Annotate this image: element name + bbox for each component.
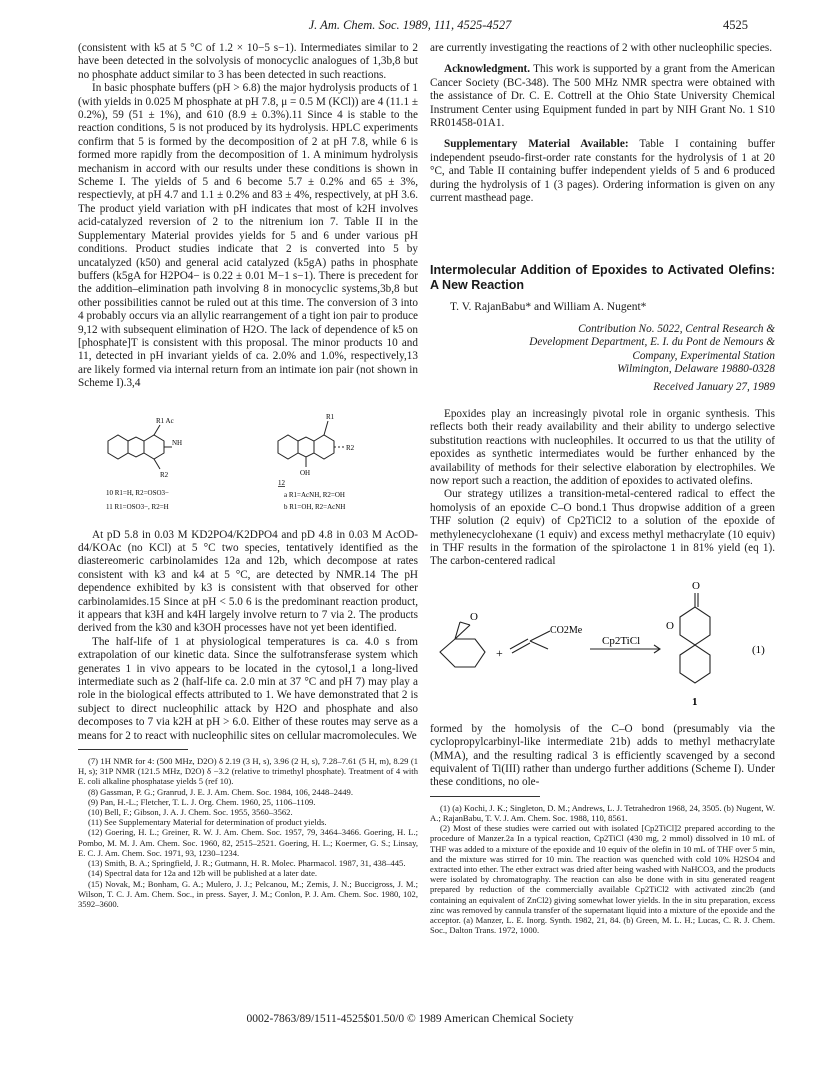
equation-1 <box>430 577 775 717</box>
epoxide-o: O <box>470 610 478 623</box>
chemical-structures <box>78 401 418 519</box>
footnote: (2) Most of these studies were carried out with isolated [Cp2TiCl]2 prepared according to the procedure of Manzer.2a In a typical reaction, Cp2TiCl (430 mg, 2 mmol) dissolved in 10 mL of THF was added to a mixture of the epoxide and 10 equiv of the olefin in 10 mL of THF over 5 min, and the mixture was stirred for 10 min. The reaction was quenched with cold 10% H2SO4 and extracted into ether. The ether extract was dried after being washed with NaHCO3, and the products were isolated by chromatography. The reaction can also be done with in situ generated reagent prepared by reduction of the commercially available Cp2TiCl2 with activated zinc2b (and containing an equivalent of ZnCl2) giving somewhat lower yields. In the in situ preparation, excess zinc was removed by cannula transfer of the supernatant liquid into a mixture of the epoxide and the acceptor. (a) Manzer, L. E. Inorg. Synth. 1982, 21, 84. (b) Green, M. L. H.; Lucas, C. R. J. Chem. Soc., Dalton Trans. 1972, 1000. <box>430 823 775 936</box>
product-number: 1 <box>692 695 698 708</box>
carbonyl-o: O <box>692 579 700 592</box>
authors: T. V. RajanBabu* and William A. Nugent* <box>450 301 647 314</box>
supp-heading: Supplementary Material Available: <box>444 138 629 151</box>
footnotes <box>430 803 775 936</box>
footnote-rule <box>78 749 188 750</box>
struct-label: NH <box>172 438 183 447</box>
struct-label: R1 <box>326 412 335 421</box>
supplementary-material <box>430 138 775 205</box>
footnote: (1) (a) Kochi, J. K.; Singleton, D. M.; Andrews, L. J. Tetrahedron 1968, 24, 3505. (b) Nugent, W. A.; RajanBabu, T. V. J. Am. Chem. Soc. 1988, 110, 8561. <box>430 802 775 824</box>
supp-text: Table I containing buffer independent pseudo-first-order rate constants for the hydrolysis of 1 at 20 °C, and Table II containing buffer independent yields of 5 and 6 produced during the hydrolysis of 1 (3 pages). Ordering information is given on any current masthead page. <box>430 138 775 205</box>
left-column <box>78 42 418 909</box>
paragraph: formed by the homolysis of the C–O bond (presumably via the cyclopropylcarbinyl-like intermediate 21b) adds to methyl methacrylate (MMA), and the resulting radical 3 is efficiently scavenged by a second equivalent of Ti(III) rather than undergo further additions (Scheme I). Under these conditions, no ole- <box>430 722 775 789</box>
footnote: (7) 1H NMR for 4: (500 MHz, D2O) δ 2.19 (3 H, s), 3.96 (2 H, s), 7.28–7.61 (5 H, m), 8.29 (1 H, s); 31P NMR (121.5 MHz, D2O) δ −3.2 (relative to trimethyl phosphate). Treatment of 4 with E. coli alkaline phosphatase yields 5 (ref 10). <box>78 756 418 787</box>
footnote: (8) Gassman, P. G.; Granrud, J. E. J. Am. Chem. Soc. 1984, 106, 2448–2449. <box>88 786 353 797</box>
affiliation-line: Contribution No. 5022, Central Research & <box>578 322 775 335</box>
struct-label: R1 Ac <box>156 416 174 425</box>
struct-label: a R1=AcNH, R2=OH <box>284 490 345 499</box>
struct-label: b R1=OH, R2=AcNH <box>284 502 346 511</box>
ack-text: This work is supported by a grant from the American Cancer Society (BC-348). The 500 MHz NMR spectra were obtained with the assistance of Dr. C. E. Cottrell at the Ohio State University Chemical Instrument Center using Equipment funded in part by NIH Grant No. 1 S10 RR01458-01A1. <box>430 63 775 130</box>
paragraph: Our strategy utilizes a transition-metal-centered radical to effect the homolysis of an epoxide C–O bond.1 Thus dropwise addition of a green THF solution (2 equiv) of Cp2TiCl2 to a solution of the epoxide of methylenecyclohexane (1 equiv) and excess methyl methacrylate (10 equiv) in THF results in the formation of the spirolactone 1 in 81% yield (eq 1). The carbon-centered radical <box>430 488 775 568</box>
received-date: Received January 27, 1989 <box>653 380 775 393</box>
running-header <box>0 18 820 38</box>
reagent-label: CO2Me <box>550 624 583 636</box>
paragraph: are currently investigating the reactions of 2 with other nucleophilic species. <box>430 42 773 54</box>
equation-number: (1) <box>752 643 765 656</box>
ack-heading: Acknowledgment. <box>444 63 531 76</box>
footnote: (10) Bell, F.; Gibson, J. A. J. Chem. Soc. 1955, 3560–3562. <box>88 807 293 818</box>
page-footer: 0002-7863/89/1511-4525$01.50/0 © 1989 American Chemical Society <box>246 1013 574 1025</box>
right-column <box>430 42 775 935</box>
struct-label: R2 <box>346 443 355 452</box>
struct-label: 12 <box>278 478 285 487</box>
footnote: (9) Pan, H.-L.; Fletcher, T. L. J. Org. Chem. 1960, 25, 1106–1109. <box>88 796 316 807</box>
catalyst-label: Cp2TiCl <box>602 634 641 647</box>
footnote: (12) Goering, H. L.; Greiner, R. W. J. Am. Chem. Soc. 1957, 79, 3464–3466. Goering, H. L.; Pombo, M. M. J. Am. Chem. Soc. 1960, 82, 2515–2521. Goering, H. L.; Koermer, G. S.; Linsay, E. C. J. Am. Chem. Soc. 1971, 93, 1230–1234. <box>78 827 418 858</box>
struct-label: 11 R1=OSO3−, R2=H <box>106 502 169 511</box>
ring-o: O <box>666 619 674 632</box>
affiliation-line: Development Department, E. I. du Pont de Nemours & <box>529 336 775 349</box>
footnotes <box>78 756 418 909</box>
struct-label: OH <box>300 468 311 477</box>
journal-citation: J. Am. Chem. Soc. 1989, 111, 4525-4527 <box>308 18 512 32</box>
plus-sign: + <box>496 645 503 660</box>
paragraph: At pD 5.8 in 0.03 M KD2PO4/K2DPO4 and pD 4.8 in 0.03 M AcOD-d4/KOAc (no KCl) at 5 °C two species, tentatively identified as the diastereomeric carbinolamides 12a and 12b, which decompose at rates consistent with k3 and k4 at 5 °C, are detected by NMR.14 The pH dependence exhibited by k3 is consistent with that observed for other carbinolamides.15 Since at pH < 5.0 6 is the predominant reaction product, it appears that k3H and k4H largely involve return to 7 via 2. The products derived from the k30 and k3OH processes have not yet been identified. <box>78 528 418 635</box>
affiliation <box>430 323 775 394</box>
footnote-rule <box>430 796 540 797</box>
acknowledgment <box>430 63 775 130</box>
page-number: 4525 <box>723 18 748 32</box>
struct-label: 10 R1=H, R2=OSO3− <box>106 488 169 497</box>
reaction-scheme <box>430 577 775 717</box>
footnote: (11) See Supplementary Material for determination of product yields. <box>88 817 327 828</box>
struct-label: R2 <box>160 470 169 479</box>
structures-10-11-12 <box>78 401 418 519</box>
paragraph: Epoxides play an increasingly pivotal role in organic synthesis. This reflects both their ready availability and their ability to undergo selective substitution reactions with nucleophiles. It occurred to us that the utility of epoxides as synthetic intermediates would be further enhanced by the availability of methods for their selective elaboration by electrophiles. We now report such a reaction, the addition of epoxides to activated olefins. <box>430 407 775 487</box>
footnote: (13) Smith, B. A.; Springfield, J. R.; Gutmann, H. R. Molec. Pharmacol. 1987, 31, 438–445. <box>88 858 406 869</box>
affiliation-line: Company, Experimental Station <box>632 349 775 362</box>
article-title: Intermolecular Addition of Epoxides to Activated Olefins: A New Reaction <box>430 263 775 293</box>
paragraph: The half-life of 1 at physiological temperatures is ca. 4.0 s from extrapolation of our kinetic data. Since the sulfotransferase system which generates 1 in vivo appears to be located in the cytosol,1 a long-lived intermediate such as 2 (half-life ca. 2.0 min at 37 °C and pH 7) may play a role in the biological effects attributed to 1. We have demonstrated that 2 is subject to direct nucleophilic attack by H2O and phosphate and also decomposes to 7 via k2H at pH > 6.0. Either of these routes may serve as a means for 2 to react with nucleophilic sites on cellular macromolecules. We <box>78 635 418 742</box>
footnote: (15) Novak, M.; Bonham, G. A.; Mulero, J. J.; Pelcanou, M.; Zemis, J. N.; Buccigross, J. M.; Wilson, T. C. J. Am. Chem. Soc., in press. Sayer, J. M.; Conlon, P. J. Am. Chem. Soc. 1980, 102, 3592–3600. <box>78 878 418 909</box>
footnote: (14) Spectral data for 12a and 12b will be published at a later date. <box>88 868 318 879</box>
paragraph: In basic phosphate buffers (pH > 6.8) the major hydrolysis products of 1 (with yields in 0.025 M phosphate at pH 7.8, μ = 0.5 M (KCl)) are 4 (11.1 ± 0.2%), 59 (51 ± 1%), and 610 (8.9 ± 0.3%).11 Since 4 is stable to the reaction conditions, 5 is not produced by its hydrolysis. HPLC experiments confirm that 5 is formed by the decomposition of 2 at pH 7.8, while 6 is formed more rapidly from the decomposition of 1. A minimum hydrolysis mechanism in accord with our results under these conditions is shown in Scheme I. The yields of 5 and 6 become 5.7 ± 0.2% and 65 ± 3%, respectievly, at pH 4.7 and 1.1 ± 0.2% and 83 ± 4%, respectively, at pH 3.6. The product yield variation with pH indicates that most of k2H involves acid-catalyzed reversion of 2 to the nitrenium ion 7. Table II in the Supplementary Material provides yields for 5 and 6 under various pH conditions. Product studies indicate that 2 is converted into 5 by uncatalyzed (k50) and general acid catalyzed (k5gA) paths in phosphate buffers (k5gA for H2PO4− is 0.22 ± 0.01 M−1 s−1). There is precedent for the addition–elimination path involving 8 in monocyclic systems,3b,8 but other possibilities cannot be ruled out at this time. The conversion of 3 into 4 probably occurs via an allylic rearrangement of a tight ion pair to produce 9,12 with subsequent elimination of H2O. The lack of dependence of k5 on [phosphate]T is consistent with this proposal. The minor products 10 and 11, detected in pH invariant yields of ca. 2.0% and 1.0%, respectively,13 are likely formed via internal return from an intimate ion pair (not shown in Scheme I).3,4 <box>78 82 418 390</box>
affiliation-line: Wilmington, Delaware 19880-0328 <box>617 363 775 376</box>
paragraph: (consistent with k5 at 5 °C of 1.2 × 10−5 s−1). Intermediates similar to 2 have been detected in the solvolysis of monocyclic analogues of 1,3b,8 but no phosphate adduct similar to 3 has been detected in such reactions. <box>78 42 418 81</box>
